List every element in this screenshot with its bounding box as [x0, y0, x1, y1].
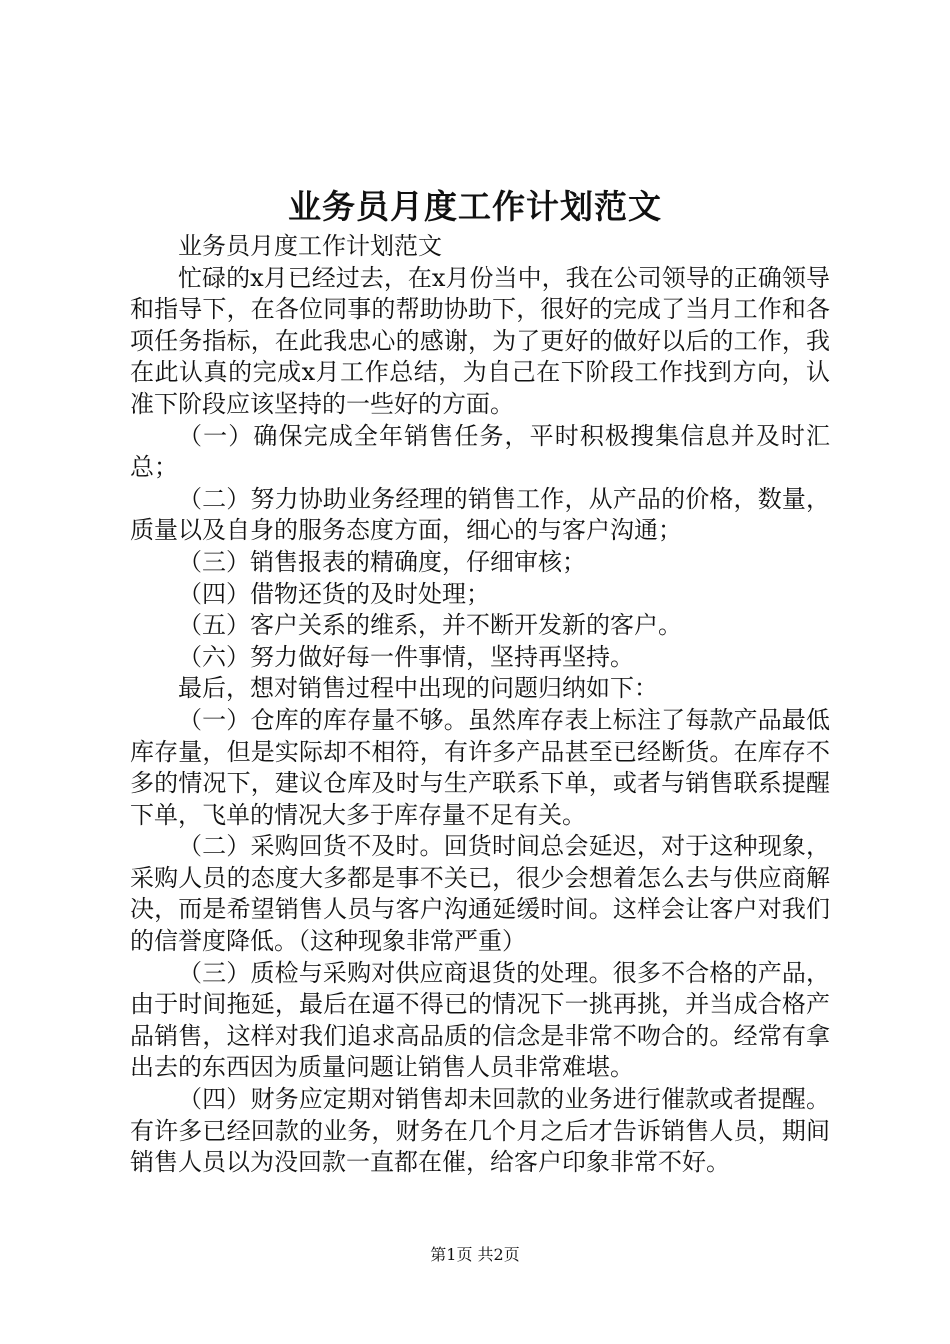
paragraph-problems-intro: 最后，想对销售过程中出现的问题归纳如下：	[178, 674, 658, 703]
paragraph-plan-item-1: （一）确保完成全年销售任务，平时积极搜集信息并及时汇总；	[130, 421, 830, 482]
paragraph-problem-3: （三）质检与采购对供应商退货的处理。很多不合格的产品，由于时间拖延，最后在逼不得已的情况下一挑再挑，并当成合格产品销售，这样对我们追求高品质的信念是非常不吻合的。经常有拿出去的东西因为质量问题让销售人员非常难堪。	[130, 958, 830, 1082]
paragraph-plan-item-3: （三）销售报表的精确度，仔细审核；	[178, 547, 586, 576]
paragraph-plan-item-2: （二）努力协助业务经理的销售工作，从产品的价格，数量，质量以及自身的服务态度方面，细心的与客户沟通；	[130, 484, 830, 545]
page-footer: 第1页 共2页	[430, 1245, 520, 1264]
paragraph-problem-1: （一）仓库的库存量不够。虽然库存表上标注了每款产品最低库存量，但是实际却不相符，有许多产品甚至已经断货。在库存不多的情况下，建议仓库及时与生产联系下单，或者与销售联系提醒下单，飞单的情况大多于库存量不足有关。	[130, 705, 830, 829]
paragraph-problem-2: （二）采购回货不及时。回货时间总会延迟，对于这种现象，采购人员的态度大多都是事不关已，很少会想着怎么去与供应商解决，而是希望销售人员与客户沟通延缓时间。这样会让客户对我们的信誉度降低。（这种现象非常严重）	[130, 832, 830, 956]
paragraph-subtitle: 业务员月度工作计划范文	[178, 232, 442, 260]
paragraph-problem-4: （四）财务应定期对销售却未回款的业务进行催款或者提醒。有许多已经回款的业务，财务在几个月之后才告诉销售人员，期间销售人员以为没回款一直都在催，给客户印象非常不好。	[130, 1085, 830, 1177]
document-title: 业务员月度工作计划范文	[288, 187, 662, 226]
paragraph-plan-item-6: （六）努力做好每一件事情，坚持再坚持。	[178, 642, 634, 671]
paragraph-plan-item-5: （五）客户关系的维系，并不断开发新的客户。	[178, 611, 682, 640]
document-body	[130, 231, 830, 1179]
paragraph-plan-item-4: （四）借物还货的及时处理；	[178, 579, 490, 608]
paragraph-intro: 忙碌的x月已经过去，在x月份当中，我在公司领导的正确领导和指导下，在各位同事的帮助协助下，很好的完成了当月工作和各项任务指标，在此我忠心的感谢，为了更好的做好以后的工作，我在此认真的完成x月工作总结，为自己在下阶段工作找到方向，认准下阶段应该坚持的一些好的方面。	[130, 263, 830, 418]
